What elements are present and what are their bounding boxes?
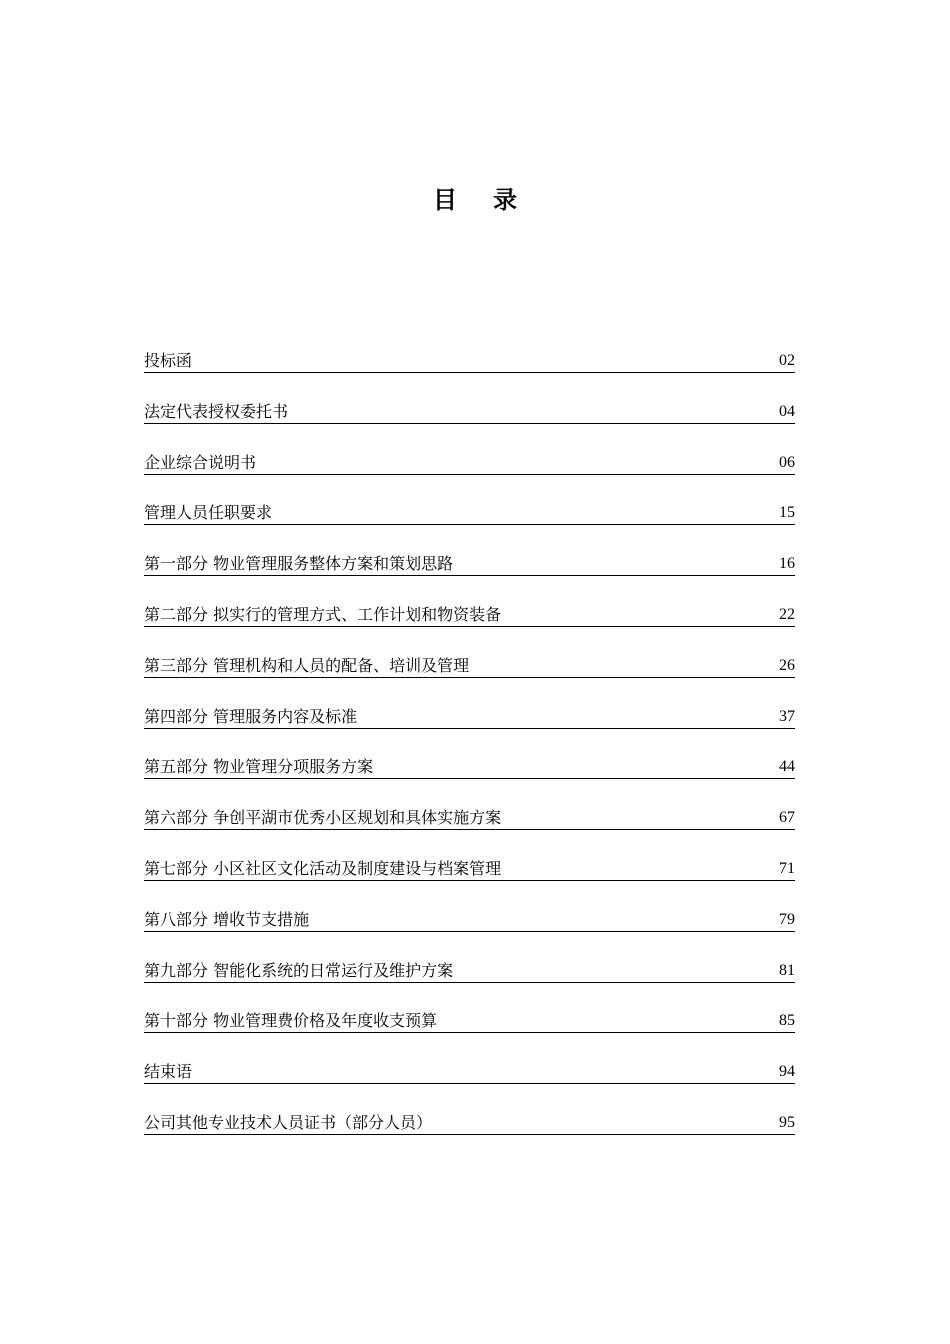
toc-entry[interactable]	[144, 347, 795, 373]
toc-entry-page: 02	[779, 352, 795, 369]
table-of-contents	[144, 347, 795, 1160]
toc-entry-label: 第四部分 管理服务内容及标准	[144, 706, 358, 726]
toc-entry-label: 企业综合说明书	[144, 452, 257, 472]
toc-entry-page: 67	[779, 809, 795, 827]
toc-entry[interactable]	[144, 906, 795, 932]
toc-entry[interactable]	[144, 652, 795, 678]
toc-entry-page: 71	[779, 859, 795, 877]
toc-entry-page: 95	[779, 1113, 795, 1131]
toc-entry[interactable]	[144, 1007, 795, 1033]
toc-entry[interactable]	[144, 957, 795, 983]
toc-entry-label: 结束语	[144, 1062, 193, 1082]
toc-entry-page: 79	[779, 910, 795, 928]
toc-entry[interactable]	[144, 550, 795, 576]
toc-entry[interactable]	[144, 753, 795, 779]
toc-entry-page: 44	[779, 758, 795, 776]
toc-entry-label: 第五部分 物业管理分项服务方案	[144, 757, 374, 777]
toc-entry-label: 投标函	[144, 351, 193, 370]
toc-entry[interactable]	[144, 1058, 795, 1084]
toc-entry-label: 第二部分 拟实行的管理方式、工作计划和物资装备	[144, 604, 502, 624]
toc-entry[interactable]	[144, 398, 795, 424]
toc-entry-page: 37	[779, 707, 795, 725]
toc-entry-label: 法定代表授权委托书	[144, 401, 289, 421]
toc-entry-page: 94	[779, 1063, 795, 1081]
toc-entry[interactable]	[144, 449, 795, 475]
toc-entry-page: 22	[779, 605, 795, 623]
toc-entry[interactable]	[144, 703, 795, 729]
toc-entry-page: 06	[779, 453, 795, 471]
toc-entry-label: 管理人员任职要求	[144, 503, 273, 523]
toc-entry[interactable]	[144, 601, 795, 627]
toc-entry-label: 第一部分 物业管理服务整体方案和策划思路	[144, 554, 454, 574]
toc-entry[interactable]	[144, 804, 795, 830]
toc-entry-page: 81	[779, 961, 795, 979]
toc-entry-page: 04	[779, 402, 795, 420]
toc-entry[interactable]	[144, 499, 795, 525]
toc-entry-page: 15	[779, 504, 795, 522]
toc-entry-label: 第八部分 增收节支措施	[144, 909, 310, 929]
toc-entry-label: 第七部分 小区社区文化活动及制度建设与档案管理	[144, 858, 502, 878]
toc-entry-label: 第三部分 管理机构和人员的配备、培训及管理	[144, 655, 470, 675]
toc-entry-page: 16	[779, 555, 795, 573]
toc-entry-label: 第九部分 智能化系统的日常运行及维护方案	[144, 960, 454, 980]
toc-entry-label: 公司其他专业技术人员证书（部分人员）	[144, 1112, 433, 1132]
toc-entry[interactable]	[144, 855, 795, 881]
toc-entry-label: 第十部分 物业管理费价格及年度收支预算	[144, 1011, 438, 1031]
toc-entry-label: 第六部分 争创平湖市优秀小区规划和具体实施方案	[144, 808, 502, 828]
toc-entry-page: 26	[779, 656, 795, 674]
page-title: 目录	[433, 186, 553, 214]
toc-entry[interactable]	[144, 1109, 795, 1135]
toc-entry-page: 85	[779, 1012, 795, 1030]
